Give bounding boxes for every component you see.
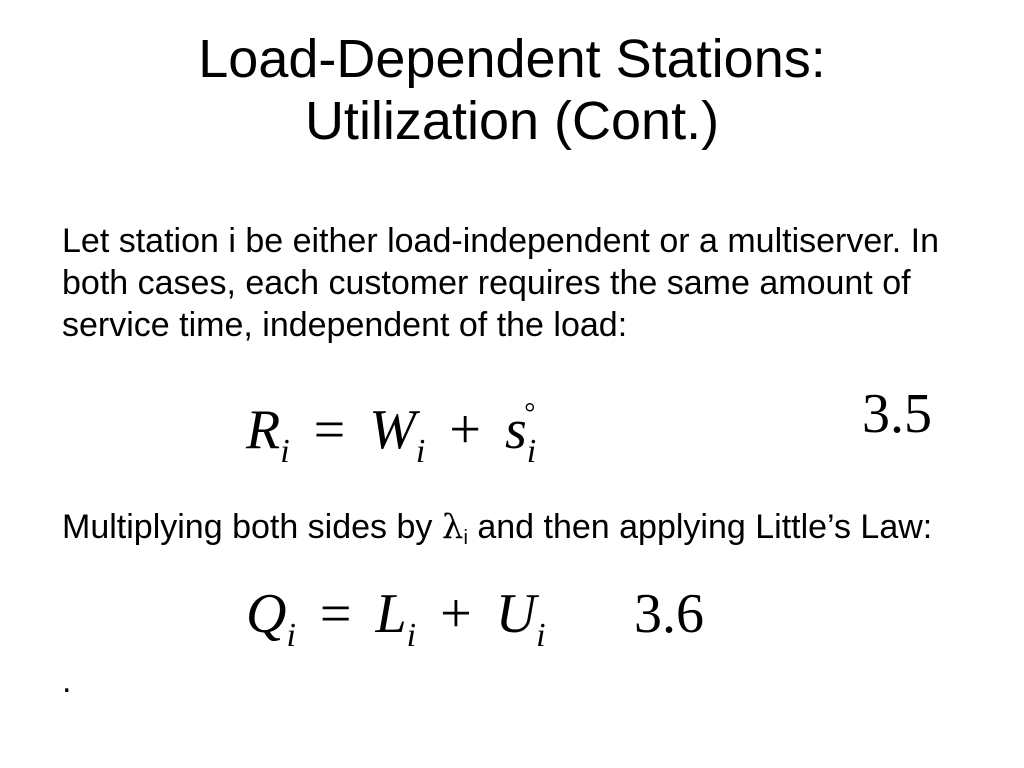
eq2-plus: + — [440, 583, 472, 645]
slide-title — [0, 28, 1024, 152]
eq1-number: 3.5 — [862, 383, 932, 445]
eq1-equals: = — [313, 399, 346, 461]
lambda-symbol: λ — [441, 507, 464, 547]
eq1-term2: s — [504, 399, 527, 461]
para2-text-post: and then applying Little’s Law: — [467, 508, 933, 546]
eq2-equals: = — [319, 583, 352, 645]
intro-paragraph: Let station i be either load-independent or a multiserver. In both cases, each customer requires the same amount of service time, independent of the load: — [62, 222, 939, 344]
title-line-2: Utilization (Cont.) — [304, 91, 720, 151]
eq1-term1: W — [369, 399, 416, 461]
equation-3-5 — [246, 383, 932, 482]
eq1-plus: + — [449, 399, 481, 461]
eq1-term1-subscript: i — [415, 433, 426, 470]
eq2-lhs-subscript: i — [286, 617, 296, 654]
eq1-lhs-subscript: i — [280, 433, 290, 470]
eq1-term2-subscript: i — [526, 433, 537, 470]
eq2-term1-subscript: i — [406, 617, 417, 654]
equation-3-6 — [246, 583, 704, 666]
eq2-term2: U — [495, 583, 537, 645]
lambda-subscript: i — [463, 527, 468, 549]
eq2-lhs: Q — [246, 583, 287, 645]
eq2-number: 3.6 — [634, 583, 704, 645]
multiplying-paragraph — [62, 506, 982, 559]
title-line-1: Load-Dependent Stations: — [198, 29, 826, 89]
trailing-period: . — [62, 662, 72, 700]
eq1-lhs: R — [246, 399, 281, 461]
para2-text-pre: Multiplying both sides by — [62, 508, 442, 546]
eq2-term1: L — [375, 583, 407, 645]
eq2-term2-subscript: i — [536, 617, 546, 654]
eq1-term2-superscript: ° — [524, 398, 536, 429]
